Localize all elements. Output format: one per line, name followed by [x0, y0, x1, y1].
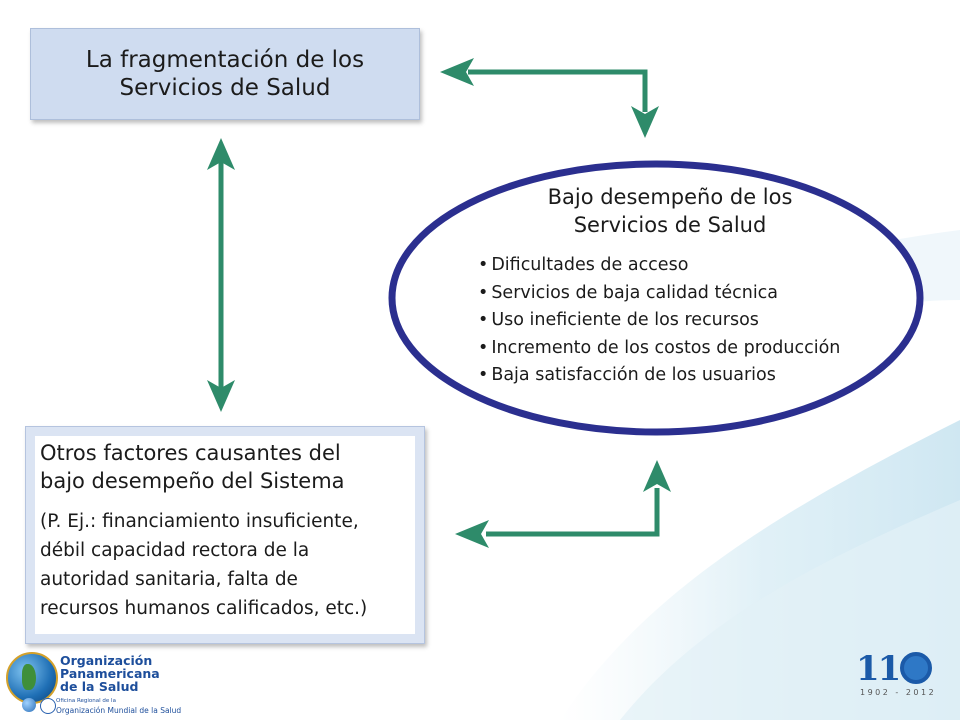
globe-land-icon	[22, 664, 36, 690]
ellipse-title-line-2: Servicios de Salud	[573, 213, 767, 237]
ellipse-title-line-1: Bajo desempeño de los	[547, 185, 793, 209]
list-item: • Incremento de los costos de producción	[478, 335, 918, 363]
detail-line: autoridad sanitaria, falta de	[40, 569, 298, 590]
who-emblem-icon	[40, 698, 56, 714]
anniversary-years: 1902 - 2012	[860, 688, 937, 697]
anniversary-logo	[856, 650, 938, 700]
other-factors-title-line-2: bajo desempeño del Sistema	[40, 469, 345, 493]
list-item: • Baja satisfacción de los usuarios	[478, 362, 918, 390]
paho-logo	[6, 650, 236, 718]
detail-line: débil capacidad rectora de la	[40, 540, 310, 561]
other-factors-title-line-1: Otros factores causantes del	[40, 441, 341, 465]
list-item: • Servicios de baja calidad técnica	[478, 280, 918, 308]
detail-line: (P. Ej.: financiamiento insuficiente,	[40, 511, 359, 532]
who-text	[56, 697, 256, 715]
paho-name-line-3: de la Salud	[60, 679, 139, 694]
paho-name-line-1: Organización	[60, 653, 153, 668]
fragmentation-line-2: Servicios de Salud	[119, 75, 331, 101]
who-sub-1: Oficina Regional de la	[56, 698, 116, 704]
arrow-head-left-bottom	[455, 520, 489, 548]
fragmentation-line-1: La fragmentación de los	[85, 47, 365, 73]
who-sub-2: Organización Mundial de la Salud	[56, 706, 182, 715]
arrow-head-up-ellipse	[643, 460, 671, 492]
top-loop-arrow-shaft	[468, 72, 645, 112]
anniversary-number: 11	[856, 649, 900, 689]
bottom-loop-arrow-shaft	[486, 488, 657, 534]
globe-icon	[6, 652, 58, 704]
list-item: • Uso ineficiente de los recursos	[478, 307, 918, 335]
list-item: • Dificultades de acceso	[478, 252, 918, 280]
mini-globe-icon	[22, 698, 36, 712]
anniversary-ring-icon	[900, 652, 932, 684]
detail-line: recursos humanos calificados, etc.)	[40, 598, 368, 619]
paho-name-line-2: Panamericana	[60, 666, 160, 681]
paho-name	[60, 654, 230, 693]
